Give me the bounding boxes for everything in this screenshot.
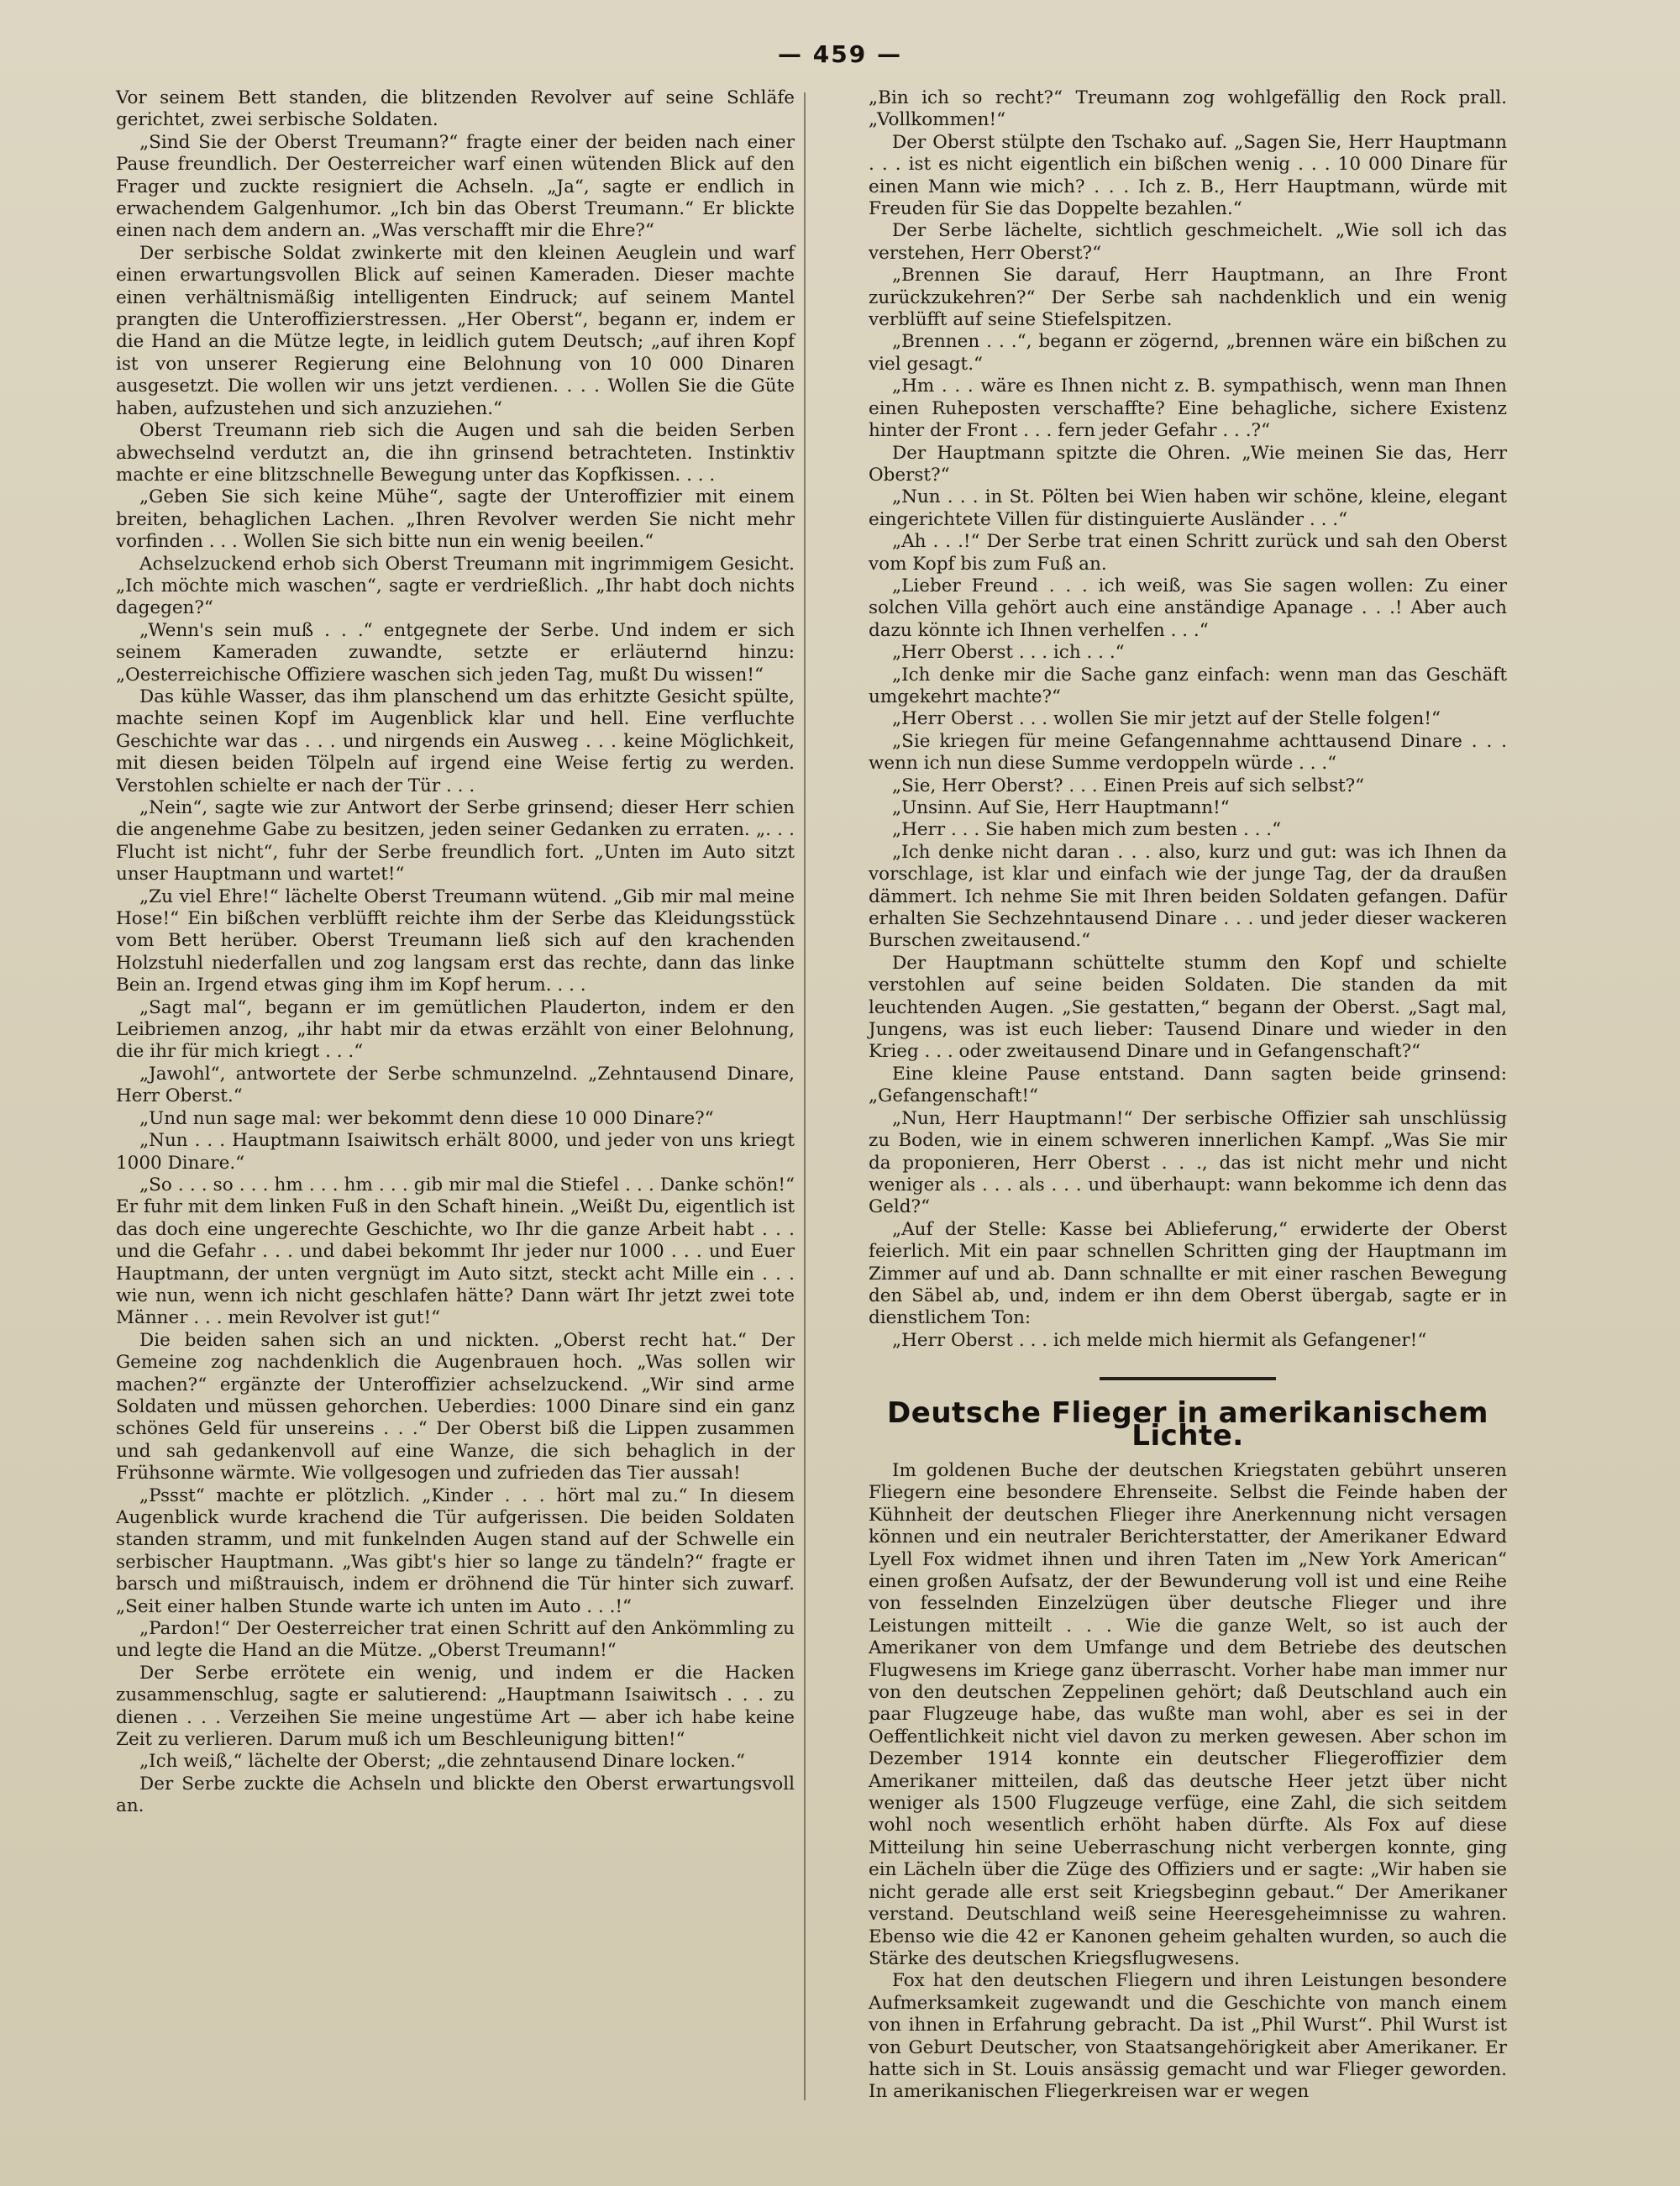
paragraph: „Sagt mal“, begann er im gemütlichen Plauderton, indem er den Leibriemen anzog, „ihr habt mir da etwas erzählt von einer Belohnung, die ihr für mich kriegt . . .“ [116,996,795,1063]
article-separator [1100,1377,1276,1380]
paragraph: Der Serbe zuckte die Achseln und blickte den Oberst erwartungsvoll an. [116,1773,795,1817]
paragraph: „Sind Sie der Oberst Treumann?“ fragte einer der beiden nach einer Pause freundlich. Der Oesterreicher warf einen wütenden Blick auf den Frager und zuckte resigniert die Achseln. „Ja“, sagte er endlich in erwachendem Galgenhumor. „Ich bin das Oberst Treumann.“ Er blickte einen nach dem andern an. „Was verschafft mir die Ehre?“ [116,131,795,242]
paragraph: „So . . . so . . . hm . . . hm . . . gib mir mal die Stiefel . . . Danke schön!“ Er fuhr mit dem linken Fuß in den Schaft hinein. „Weißt Du, eigentlich ist das doch eine ungerechte Geschichte, wo Ihr die ganze Arbeit habt . . . und die Gefahr . . . und dabei bekommt Ihr jeder nur 1000 . . . und Euer Hauptmann, der unten vergnügt im Auto sitzt, steckt acht Mille ein . . . wie nun, wenn ich nicht geschlafen hätte? Dann wärt Ihr jetzt zwei tote Männer . . . mein Revolver ist gut!“ [116,1174,795,1329]
paragraph: „Herr Oberst . . . ich melde mich hiermit als Gefangener!“ [892,1329,1427,1351]
paragraph: „Pardon!“ Der Oesterreicher trat einen Schritt auf den Ankömmling zu und legte die Hand an die Mütze. „Oberst Treumann!“ [116,1618,795,1662]
paragraph: „Herr Oberst . . . wollen Sie mir jetzt auf der Stelle folgen!“ [892,708,1441,730]
right-column [869,87,1507,2104]
paragraph: „Brennen Sie darauf, Herr Hauptmann, an Ihre Front zurückzukehren?“ Der Serbe sah nachdenklich und ein wenig verblüfft auf seine Stiefelspitzen. [869,265,1507,331]
paragraph: Eine kleine Pause entstand. Dann sagten beide grinsend: „Gefangenschaft!“ [869,1063,1507,1107]
paragraph: Der Hauptmann spitzte die Ohren. „Wie meinen Sie das, Herr Oberst?“ [869,442,1507,486]
paragraph: Fox hat den deutschen Fliegern und ihren Leistungen besondere Aufmerksamkeit zugewandt und die Geschichte von manch einem von ihnen in Erfahrung gebracht. Da ist „Phil Wurst“. Phil Wurst ist von Geburt Deutscher, von Staatsangehörigkeit aber Amerikaner. Er hatte sich in St. Louis ansässig gemacht und war Flieger geworden. In amerikanischen Fliegerkreisen war er wegen [869,1970,1507,2103]
story-continuation [869,87,1507,1352]
paragraph: Vor seinem Bett standen, die blitzenden Revolver auf seine Schläfe gerichtet, zwei serbische Soldaten. [116,87,795,131]
paragraph: „Sie kriegen für meine Gefangennahme achttausend Dinare . . . wenn ich nun diese Summe verdoppeln würde . . .“ [869,730,1507,775]
paragraph: „Brennen . . .“, begann er zögernd, „brennen wäre ein bißchen zu viel gesagt.“ [869,331,1507,375]
paragraph: Die beiden sahen sich an und nickten. „Oberst recht hat.“ Der Gemeine zog nachdenklich die Augenbrauen hoch. „Was sollen wir machen?“ ergänzte der Unteroffizier achselzuckend. „Wir sind arme Soldaten und müssen gehorchen. Ueberdies: 1000 Dinare sind ein ganz schönes Geld für unsereins . . .“ Der Oberst biß die Lippen zusammen und sah gedankenvoll auf eine Wanze, die sich behaglich in der Frühsonne wärmte. Wie vollgesogen und zufrieden das Tier aussah! [116,1329,795,1484]
paragraph: „Bin ich so recht?“ Treumann zog wohlgefällig den Rock prall. „Vollkommen!“ [869,87,1507,131]
paragraph: „Und nun sage mal: wer bekommt denn diese 10 000 Dinare?“ [139,1107,714,1129]
paragraph: „Ich denke mir die Sache ganz einfach: wenn man das Geschäft umgekehrt machte?“ [869,664,1507,707]
page-number: — 459 — [778,40,902,68]
paragraph: „Geben Sie sich keine Mühe“, sagte der Unteroffizier mit einem breiten, behaglichen Lachen. „Ihren Revolver werden Sie nicht mehr vorfinden . . . Wollen Sie sich bitte nun ein wenig beeilen.“ [116,486,795,553]
paragraph: Achselzuckend erhob sich Oberst Treumann mit ingrimmigem Gesicht. „Ich möchte mich waschen“, sagte er verdrießlich. „Ihr habt doch nichts dagegen?“ [116,553,795,619]
paragraph: „Nun . . . Hauptmann Isaiwitsch erhält 8000, und jeder von uns kriegt 1000 Dinare.“ [116,1130,795,1174]
paragraph: „Hm . . . wäre es Ihnen nicht z. B. sympathisch, wenn man Ihnen einen Ruheposten verschaffte? Eine behagliche, sichere Existenz hinter der Front . . . fern jeder Gefahr . . .?“ [869,376,1507,442]
paragraph: „Herr . . . Sie haben mich zum besten . . .“ [892,819,1282,841]
paragraph: Der Serbe lächelte, sichtlich geschmeichelt. „Wie soll ich das verstehen, Herr Oberst?“ [869,220,1507,264]
paragraph: „Jawohl“, antwortete der Serbe schmunzelnd. „Zehntausend Dinare, Herr Oberst.“ [116,1063,795,1107]
paragraph: „Ah . . .!“ Der Serbe trat einen Schritt zurück und sah den Oberst vom Kopf bis zum Fuß an. [869,531,1507,575]
article-body [869,1460,1507,2104]
paragraph: Der Oberst stülpte den Tschako auf. „Sagen Sie, Herr Hauptmann . . . ist es nicht eigentlich ein bißchen wenig . . . 10 000 Dinare für einen Mann wie mich? . . . Ich z. B., Herr Hauptmann, würde mit Freuden für Sie das Doppelte bezahlen.“ [869,131,1507,220]
paragraph: Im goldenen Buche der deutschen Kriegstaten gebührt unseren Fliegern eine besondere Ehrenseite. Selbst die Feinde haben der Kühnheit der deutschen Flieger ihre Anerkennung nicht versagen können und ein neutraler Berichterstatter, der Amerikaner Edward Lyell Fox widmet ihnen und ihren Taten im „New York American“ einen großen Aufsatz, der der Bewunderung voll ist und eine Reihe von fesselnden Einzelzügen über deutsche Flieger und ihre Leistungen mitteilt . . . Wie die ganze Welt, so ist auch der Amerikaner von dem Umfange und dem Betriebe des deutschen Flugwesens im Kriege ganz überrascht. Vorher habe man immer nur von den deutschen Zeppelinen gehört; daß Deutschland auch ein paar Flugzeuge habe, das wußte man wohl, aber es sei in der Oeffentlichkeit nicht viel davon zu merken gewesen. Aber schon im Dezember 1914 konnte ein deutscher Fliegeroffizier dem Amerikaner mitteilen, daß das deutsche Heer jetzt über nicht weniger als 1500 Flugzeuge verfüge, eine Zahl, die sich seitdem wohl noch wesentlich erhöht haben dürfte. Als Fox auf diese Mitteilung hin seine Ueberraschung nicht verbergen konnte, ging ein Lächeln über die Züge des Offiziers und er sagte: „Wir haben sie nicht gerade alle erst seit Kriegsbeginn gebaut.“ Der Amerikaner verstand. Deutschland weiß seine Heeresgeheimnisse zu wahren. Ebenso wie die 42 er Kanonen geheim gehalten wurden, so auch die Stärke des deutschen Kriegsflugwesens. [869,1459,1507,1969]
paragraph: „Ich weiß,“ lächelte der Oberst; „die zehntausend Dinare locken.“ [139,1751,745,1773]
paragraph: Der Serbe errötete ein wenig, und indem er die Hacken zusammenschlug, sagte er salutierend: „Hauptmann Isaiwitsch . . . zu dienen . . . Verzeihen Sie meine ungestüme Art — aber ich habe keine Zeit zu verlieren. Darum muß ich um Beschleunigung bitten!“ [116,1662,795,1751]
paragraph: „Auf der Stelle: Kasse bei Ablieferung,“ erwiderte der Oberst feierlich. Mit ein paar schnellen Schritten ging der Hauptmann im Zimmer auf und ab. Dann schnallte er mit einer raschen Bewegung den Säbel ab, und, indem er ihn dem Oberst übergab, sagte er in dienstlichem Ton: [869,1218,1507,1329]
column-divider [804,92,806,2100]
paragraph: Der Hauptmann schüttelte stumm den Kopf und schielte verstohlen auf seine beiden Soldaten. Die standen da mit leuchtenden Augen. „Sie gestatten,“ begann der Oberst. „Sagt mal, Jungens, was ist euch lieber: Tausend Dinare und wieder in den Krieg . . . oder zweitausend Dinare und in Gefangenschaft?“ [869,952,1507,1063]
paragraph: Der serbische Soldat zwinkerte mit den kleinen Aeuglein und warf einen erwartungsvollen Blick auf seinen Kameraden. Dieser machte einen verhältnismäßig intelligenten Eindruck; auf seinem Mantel prangten die Unteroffizierstressen. „Her Oberst“, begann er, indem er die Hand an die Mütze legte, in leidlich gutem Deutsch; „auf ihren Kopf ist von unserer Regierung eine Belohnung von 10 000 Dinaren ausgesetzt. Die wollen wir uns jetzt verdienen. . . . Wollen Sie die Güte haben, aufzustehen und sich anzuziehen.“ [116,242,795,419]
paragraph: „Sie, Herr Oberst? . . . Einen Preis auf sich selbst?“ [892,775,1365,796]
paragraph: „Nein“, sagte wie zur Antwort der Serbe grinsend; dieser Herr schien die angenehme Gabe zu besitzen, jeden seiner Gedanken zu erraten. „. . . Flucht ist nicht“, fuhr der Serbe freundlich fort. „Unten im Auto sitzt unser Hauptmann und wartet!“ [116,797,795,885]
paragraph: „Nun . . . in St. Pölten bei Wien haben wir schöne, kleine, elegant eingerichtete Villen für distinguierte Ausländer . . .“ [869,486,1507,530]
paragraph: Das kühle Wasser, das ihm planschend um das erhitzte Gesicht spülte, machte seinen Kopf im Augenblick klar und hell. Eine verfluchte Geschichte war das . . . und nirgends ein Ausweg . . . keine Möglichkeit, mit diesen beiden Tölpeln auf irgend eine Weise fertig zu werden. Verstohlen schielte er nach der Tür . . . [116,686,795,796]
paragraph: „Nun, Herr Hauptmann!“ Der serbische Offizier sah unschlüssig zu Boden, wie in einem schweren innerlichen Kampf. „Was Sie mir da proponieren, Herr Oberst . . ., das ist nicht mehr und nicht weniger als . . . als . . . und überhaupt: wann bekomme ich denn das Geld?“ [869,1107,1507,1218]
paragraph: „Pssst“ machte er plötzlich. „Kinder . . . hört mal zu.“ In diesem Augenblick wurde krachend die Tür aufgerissen. Die beiden Soldaten standen stramm, und mit funkelnden Augen stand auf der Schwelle ein serbischer Hauptmann. „Was gibt's hier so lange zu tändeln?“ fragte er barsch und mißtrauisch, indem er dröhnend die Tür hinter sich zuwarf. „Seit einer halben Stunde warte ich unten im Auto . . .!“ [116,1484,795,1617]
paragraph: „Unsinn. Auf Sie, Herr Hauptmann!“ [892,797,1230,818]
paragraph: Oberst Treumann rieb sich die Augen und sah die beiden Serben abwechselnd verdutzt an, die ihn grinsend betrachteten. Instinktiv machte er eine blitzschnelle Bewegung unter das Kopfkissen. . . . [116,420,795,486]
paragraph: „Zu viel Ehre!“ lächelte Oberst Treumann wütend. „Gib mir mal meine Hose!“ Ein bißchen verblüfft reichte ihm der Serbe das Kleidungsstück vom Bett herüber. Oberst Treumann ließ sich auf den krachenden Holzstuhl niederfallen und zog langsam erst das rechte, dann das linke Bein an. Irgend etwas ging ihm im Kopf herum. . . . [116,885,795,996]
paragraph: „Wenn's sein muß . . .“ entgegnete der Serbe. Und indem er sich seinem Kameraden zuwandte, setzte er erläuternd hinzu: „Oesterreichische Offiziere waschen sich jeden Tag, mußt Du wissen!“ [116,619,795,686]
left-column [116,87,795,1818]
article-headline: Deutsche Flieger in amerikanischem Lichte. [887,1396,1488,1453]
paragraph: „Ich denke nicht daran . . . also, kurz und gut: was ich Ihnen da vorschlage, ist klar und einfach wie der junge Tag, der da draußen dämmert. Ich nehme Sie mit Ihren beiden Soldaten gefangen. Dafür erhalten Sie Sechzehntausend Dinare . . . und jeder dieser wackeren Burschen zweitausend.“ [869,841,1507,952]
paragraph: „Lieber Freund . . . ich weiß, was Sie sagen wollen: Zu einer solchen Villa gehört auch eine anständige Apanage . . .! Aber auch dazu könnte ich Ihnen verhelfen . . .“ [869,575,1507,641]
paragraph: „Herr Oberst . . . ich . . .“ [892,642,1125,664]
